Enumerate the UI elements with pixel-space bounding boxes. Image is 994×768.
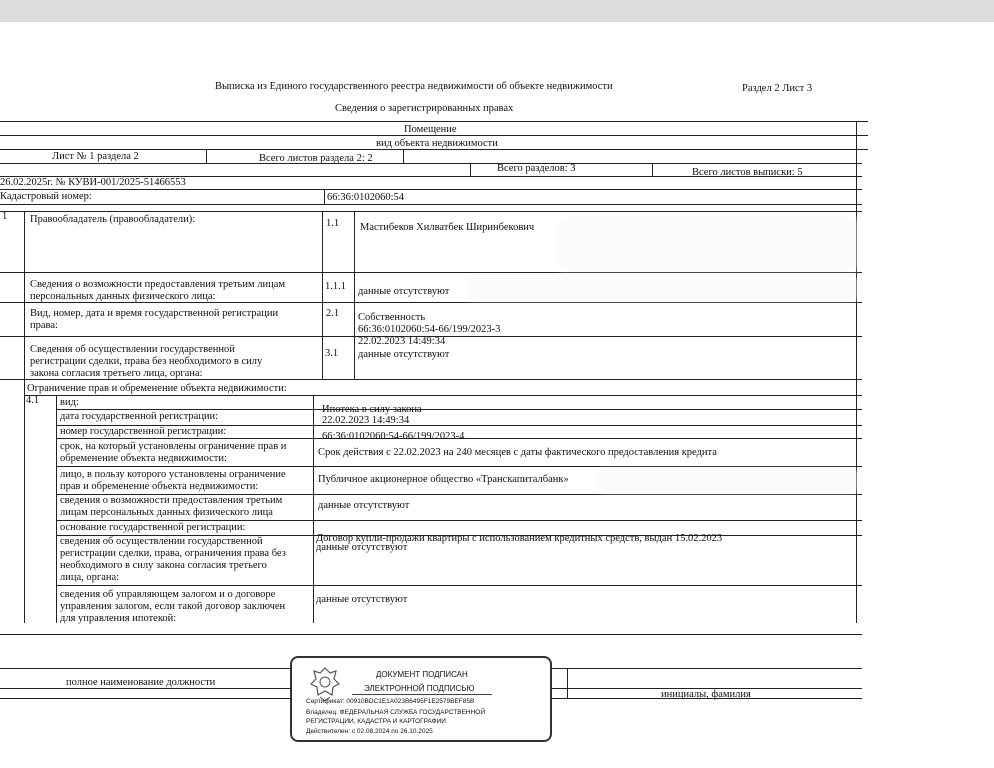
- stamp-certificate: Сертификат: 00910BDC1E1A023B6495F1E2579BEF85B: [306, 698, 475, 705]
- rule: [56, 585, 862, 586]
- encumbrance-number-value: 66:36:0102060:54-66/199/2023-4: [322, 431, 465, 442]
- consent-label: регистрации сделки, права, ограничения права без: [60, 548, 286, 559]
- deal-number: 3.1: [325, 348, 339, 359]
- rule: [56, 395, 57, 623]
- document-page: [0, 22, 994, 768]
- section-sheet-label: Раздел 2 Лист 3: [742, 83, 813, 94]
- encumbrance-date-value: 22.02.2023 14:49:34: [322, 415, 410, 426]
- deal-value: данные отсутствуют: [358, 349, 450, 360]
- cadastral-label: Кадастровый номер:: [0, 191, 92, 202]
- rule: [0, 163, 862, 164]
- restrictions-label: Ограничение прав и обременение объекта недвижимости:: [27, 383, 287, 394]
- stamp-line: ЭЛЕКТРОННОЙ ПОДПИСЬЮ: [364, 684, 475, 693]
- rule: [206, 149, 207, 163]
- rule: [24, 211, 25, 623]
- rule: [0, 204, 862, 205]
- electronic-signature-stamp: [290, 656, 552, 742]
- encumbrance-kind-label: вид:: [60, 397, 79, 408]
- pledge-label: управления залогом, если такой договор заключен: [60, 601, 286, 612]
- encumbrance-term-value: Срок действия с 22.02.2023 на 240 месяцев с даты фактического предоставления кредита: [318, 447, 717, 458]
- registration-value: 22.02.2023 14:49:34: [358, 336, 446, 347]
- row-number: 1: [2, 211, 8, 222]
- third-party-label: персональных данных физического лица:: [30, 291, 216, 302]
- encumbrance-term-label: срок, на который установлены ограничение прав и: [60, 441, 287, 452]
- owner-value: Мастибеков Хилватбек Ширинбекович: [360, 222, 535, 233]
- owner-number: 1.1: [326, 218, 340, 229]
- sheet-of-section: Лист № 1 раздела 2: [52, 151, 139, 162]
- basis-label: основание государственной регистрации:: [60, 522, 246, 533]
- rule: [324, 189, 325, 204]
- stamp-owner: РЕГИСТРАЦИИ, КАДАСТРА И КАРТОГРАФИИ: [306, 718, 446, 725]
- position-caption: полное наименование должности: [66, 677, 216, 688]
- third-party-label: Сведения о возможности предоставления третьим лицам: [30, 279, 286, 290]
- deal-label: закона согласия третьего лица, органа:: [30, 368, 203, 379]
- object-kind-caption: вид объекта недвижимости: [376, 138, 498, 149]
- rule: [56, 520, 862, 521]
- redaction: [470, 278, 856, 300]
- rule: [313, 395, 314, 623]
- rule: [56, 466, 862, 467]
- encumbrance-term-label: обременение объекта недвижимости:: [60, 453, 227, 464]
- extract-date-number: 26.02.2025г. № КУВИ-001/2025-51466553: [0, 177, 186, 188]
- pd-label: лицам персональных данных физического лица: [60, 507, 273, 518]
- rule: [0, 272, 862, 273]
- redaction: [600, 470, 856, 492]
- initials-caption: инициалы, фамилия: [661, 689, 751, 700]
- redaction: [560, 218, 856, 270]
- encumbrance-date-label: дата государственной регистрации:: [60, 411, 219, 422]
- rule: [322, 211, 323, 379]
- stamp-owner: Владелец: ФЕДЕРАЛЬНАЯ СЛУЖБА ГОСУДАРСТВЕННОЙ: [306, 709, 486, 716]
- object-kind: Помещение: [404, 124, 457, 135]
- rule: [567, 668, 568, 698]
- total-extract-sheets: Всего листов выписки: 5: [692, 167, 803, 178]
- consent-label: сведения об осуществлении государственной: [60, 536, 263, 547]
- pd-label: сведения о возможности предоставления третьим: [60, 495, 283, 506]
- owner-label: Правообладатель (правообладатели):: [30, 214, 196, 225]
- registration-number: 2.1: [326, 308, 340, 319]
- beneficiary-label: прав и обременение объекта недвижимости:: [60, 481, 259, 492]
- deal-label: регистрации сделки, права без необходимого в силу: [30, 356, 263, 367]
- pd-value: данные отсутствуют: [318, 500, 410, 511]
- registration-value: Собственность: [358, 312, 426, 323]
- consent-label: необходимого в силу закона согласия третьего: [60, 560, 267, 571]
- rule: [0, 634, 862, 635]
- rule: [403, 149, 404, 163]
- pledge-label: сведения об управляющем залогом и о договоре: [60, 589, 276, 600]
- third-party-number: 1.1.1: [325, 281, 346, 292]
- pledge-label: для управления ипотекой:: [60, 613, 177, 624]
- beneficiary-label: лицо, в пользу которого установлены ограничение: [60, 469, 286, 480]
- rule: [0, 211, 862, 212]
- third-party-value: данные отсутствуют: [358, 286, 450, 297]
- restriction-number: 4.1: [26, 395, 40, 406]
- document-title: Выписка из Единого государственного реестра недвижимости об объекте недвижимости: [215, 81, 613, 92]
- encumbrance-kind-value: Ипотека в силу закона: [322, 404, 422, 415]
- total-sections: Всего разделов: 3: [497, 163, 576, 174]
- stamp-line: ДОКУМЕНТ ПОДПИСАН: [376, 670, 468, 679]
- rule: [470, 163, 471, 176]
- total-section-sheets: Всего листов раздела 2: 2: [259, 153, 373, 164]
- rule: [352, 694, 492, 695]
- rule: [0, 189, 862, 190]
- consent-value: данные отсутствуют: [316, 542, 408, 553]
- rule: [0, 121, 868, 122]
- rule: [56, 409, 862, 410]
- encumbrance-number-label: номер государственной регистрации:: [60, 426, 227, 437]
- pledge-value: данные отсутствуют: [316, 594, 408, 605]
- basis-value: Договор купли-продажи квартиры с использованием кредитных средств, выдан 15.02.2023: [316, 533, 723, 544]
- registration-label: Вид, номер, дата и время государственной регистрации: [30, 308, 279, 319]
- beneficiary-value: Публичное акционерное общество «Транскапиталбанк»: [318, 474, 569, 485]
- rule: [652, 163, 653, 176]
- document-subtitle: Сведения о зарегистрированных правах: [335, 103, 514, 114]
- registration-label: права:: [30, 320, 58, 331]
- rule: [24, 395, 862, 396]
- rule: [354, 211, 355, 379]
- cadastral-value: 66:36:0102060:54: [327, 192, 405, 203]
- deal-label: Сведения об осуществлении государственной: [30, 344, 235, 355]
- registration-value: 66:36:0102060:54-66/199/2023-3: [358, 324, 501, 335]
- consent-label: лица, органа:: [60, 572, 120, 583]
- rule: [856, 121, 857, 623]
- stamp-validity: Действителен: с 02.08.2024 по 26.10.2025: [306, 728, 433, 735]
